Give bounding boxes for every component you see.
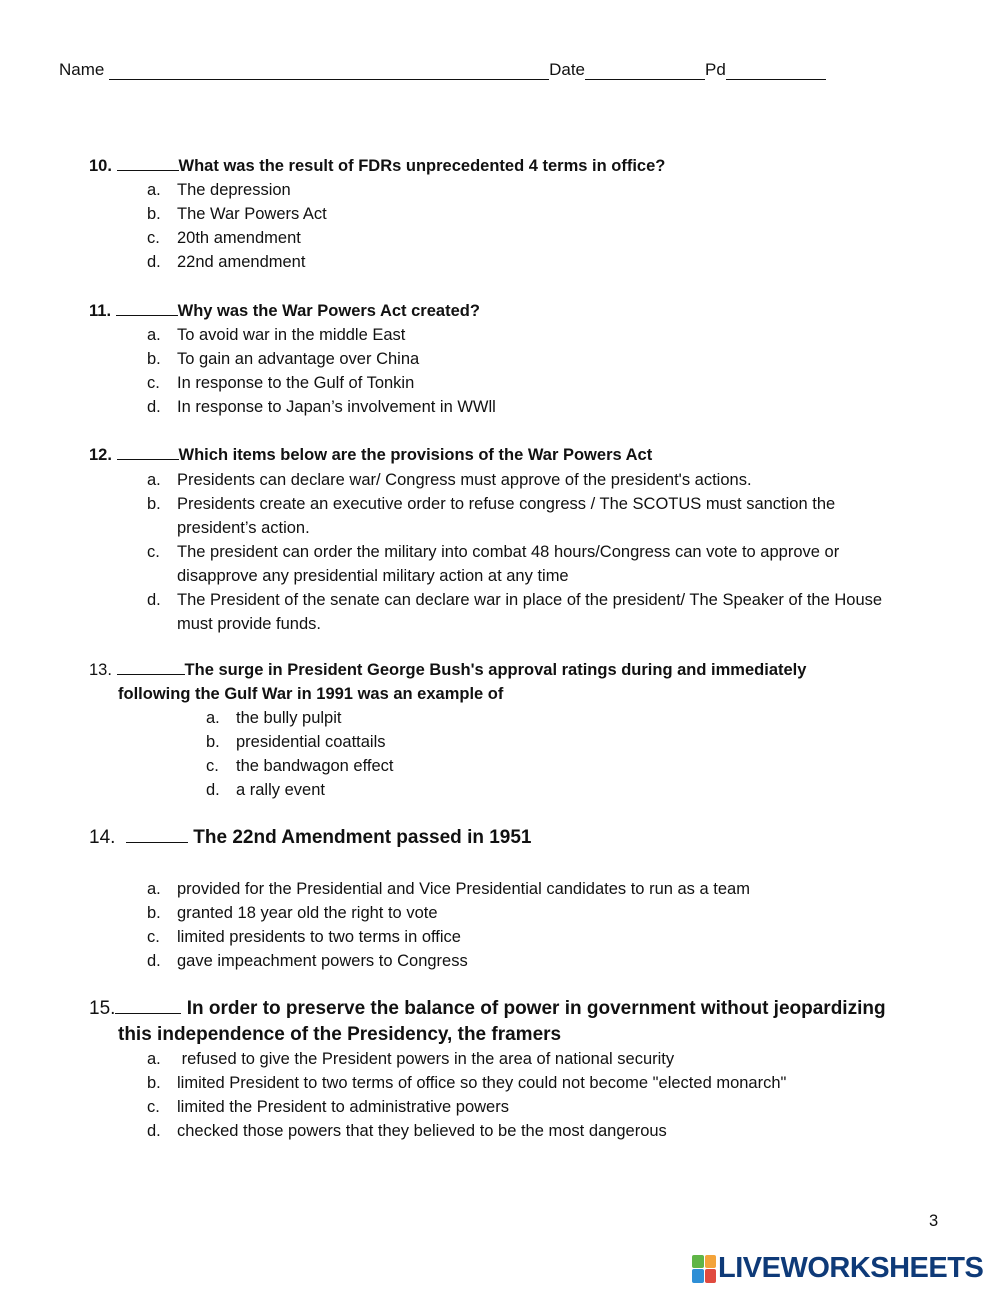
option-text: checked those powers that they believed to be the most dangerous — [177, 1122, 667, 1140]
question-text-line2: following the Gulf War in 1991 was an example of — [118, 685, 504, 703]
option-text: To gain an advantage over China — [177, 350, 420, 368]
question-number: 10. — [89, 157, 112, 175]
option-letter: d. — [147, 398, 161, 416]
option-letter: c. — [147, 229, 160, 247]
option-letter: d. — [147, 253, 161, 271]
option-letter: c. — [147, 374, 160, 392]
option-text: 22nd amendment — [177, 253, 306, 271]
answer-blank[interactable] — [115, 1013, 181, 1014]
answer-blank[interactable] — [117, 170, 179, 171]
option-letter: a. — [147, 1050, 161, 1068]
option-letter: c. — [147, 928, 160, 946]
question-10-heading — [89, 157, 665, 176]
option-text: Presidents create an executive order to refuse congress / The SCOTUS must sanction the president’s action. — [177, 495, 836, 537]
date-label: Date — [549, 60, 586, 79]
option-letter: d. — [147, 1122, 161, 1140]
option-letter: d. — [147, 952, 161, 970]
option-text: gave impeachment powers to Congress — [177, 952, 468, 970]
option-text: limited presidents to two terms in office — [177, 928, 461, 946]
option-text: 20th amendment — [177, 229, 301, 247]
option-text: In response to the Gulf of Tonkin — [177, 374, 415, 392]
question-14-heading — [89, 827, 532, 849]
option-text: The president can order the military into combat 48 hours/Congress can vote to approve or disapprove any presidential military action at any time — [177, 543, 840, 585]
option-text: Presidents can declare war/ Congress must approve of the president's actions. — [177, 471, 752, 489]
page-number: 3 — [929, 1212, 939, 1230]
option-text: The President of the senate can declare war in place of the president/ The Speaker of the House must provide funds. — [177, 591, 883, 633]
question-13-heading-cont — [118, 685, 503, 704]
pd-blank[interactable] — [726, 62, 826, 80]
option-text: granted 18 year old the right to vote — [177, 904, 438, 922]
liveworksheets-logo-icon — [692, 1255, 716, 1283]
liveworksheets-brand[interactable] — [692, 1252, 983, 1285]
option-text: limited the President to administrative powers — [177, 1098, 509, 1116]
name-label: Name — [59, 60, 105, 79]
option-letter: d. — [206, 781, 220, 799]
option-letter: b. — [147, 1074, 161, 1092]
option-letter: b. — [206, 733, 220, 751]
question-text: Why was the War Powers Act created? — [177, 302, 480, 320]
option-letter: a. — [147, 880, 161, 898]
name-blank[interactable] — [109, 62, 549, 80]
pd-label: Pd — [705, 60, 726, 79]
question-text: What was the result of FDRs unprecedented 4 terms in office? — [178, 157, 666, 175]
option-text: the bandwagon effect — [236, 757, 394, 775]
header-line — [59, 60, 826, 80]
question-text-line2: this independence of the Presidency, the framers — [118, 1024, 562, 1045]
option-letter: a. — [147, 326, 161, 344]
answer-blank[interactable] — [126, 842, 188, 843]
question-text-line1: In order to preserve the balance of power in government without jeopardizing — [186, 998, 886, 1019]
answer-blank[interactable] — [117, 674, 185, 675]
option-letter: c. — [147, 543, 160, 561]
question-text-line1: The surge in President George Bush's approval ratings during and immediately — [184, 661, 807, 679]
question-text: Which items below are the provisions of the War Powers Act — [178, 446, 653, 464]
question-12-heading — [89, 446, 652, 465]
question-number: 15. — [89, 998, 116, 1019]
option-text: a rally event — [236, 781, 325, 799]
option-text: limited President to two terms of office so they could not become "elected monarch" — [177, 1074, 787, 1092]
option-text: In response to Japan’s involvement in WWll — [177, 398, 496, 416]
option-text: The depression — [177, 181, 291, 199]
date-blank[interactable] — [585, 62, 705, 80]
question-number: 13. — [89, 661, 112, 679]
question-number: 12. — [89, 446, 112, 464]
answer-blank[interactable] — [117, 459, 179, 460]
option-letter: a. — [206, 709, 220, 727]
option-text: To avoid war in the middle East — [177, 326, 406, 344]
option-text: refused to give the President powers in the area of national security — [177, 1050, 675, 1068]
question-number: 14. — [89, 827, 116, 848]
question-13-heading — [89, 661, 806, 680]
option-letter: c. — [206, 757, 219, 775]
answer-blank[interactable] — [116, 315, 178, 316]
option-text: The War Powers Act — [177, 205, 327, 223]
option-letter: c. — [147, 1098, 160, 1116]
question-15-heading-cont — [118, 1024, 561, 1046]
question-15-heading — [89, 998, 886, 1020]
option-letter: b. — [147, 495, 161, 513]
option-letter: a. — [147, 181, 161, 199]
option-letter: d. — [147, 591, 161, 609]
question-11-heading — [89, 302, 480, 321]
option-letter: a. — [147, 471, 161, 489]
question-number: 11. — [89, 302, 112, 320]
option-text: the bully pulpit — [236, 709, 342, 727]
option-letter: b. — [147, 904, 161, 922]
brand-text: LIVEWORKSHEETS — [718, 1252, 984, 1284]
option-letter: b. — [147, 205, 161, 223]
option-text: provided for the Presidential and Vice Presidential candidates to run as a team — [177, 880, 750, 898]
question-text: The 22nd Amendment passed in 1951 — [193, 827, 532, 848]
option-text: presidential coattails — [236, 733, 386, 751]
option-letter: b. — [147, 350, 161, 368]
